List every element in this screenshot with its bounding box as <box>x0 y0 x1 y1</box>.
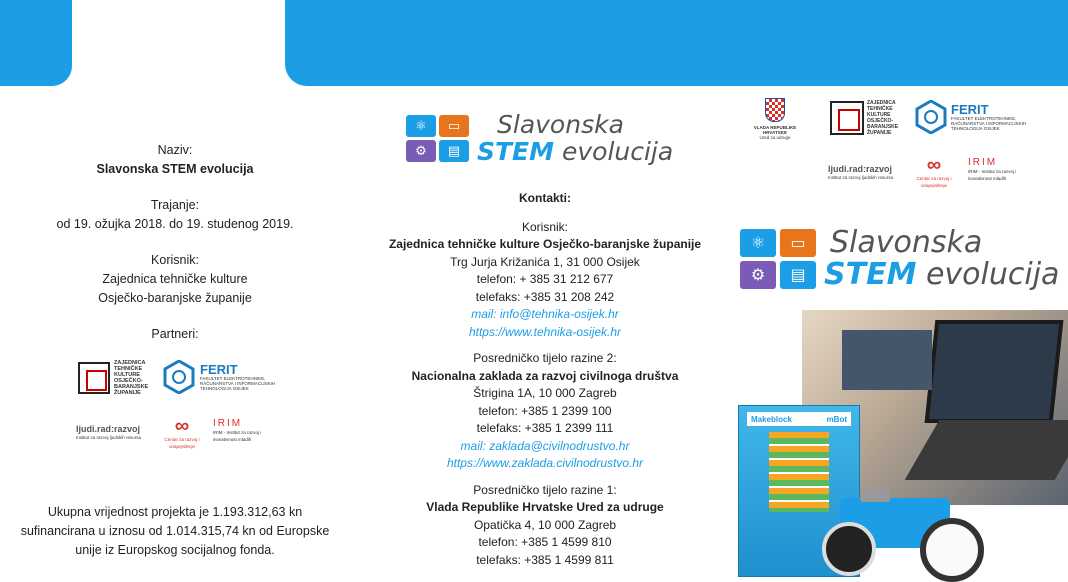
c2-name: Nacionalna zaklada za razvoj civilnoga društva <box>411 368 679 383</box>
monitor-icon: ▭ <box>439 115 469 137</box>
centar-infinity-icon: ∞ <box>174 415 190 437</box>
coat-of-arms-icon <box>765 98 785 122</box>
book-icon: ▤ <box>439 140 469 162</box>
robot-wheel-icon <box>920 518 984 582</box>
stem-logo-large <box>740 225 1060 292</box>
c2-label: Posredničko tijelo razine 2: <box>473 351 617 365</box>
c2-fax: telefaks: +385 1 2399 111 <box>476 421 614 435</box>
box-brand: Makeblock <box>751 414 792 424</box>
stem-wordmark: Slavonska STEM evolucija <box>477 110 674 166</box>
stem-logo-tiles <box>406 115 469 162</box>
logo-ferit-right: FERIT FAKULTET ELEKTROTEHNIKE, RAČUNARSTVA I INFORMACIJSKIH TEHNOLOGIJA OSIJEK <box>914 100 1051 134</box>
laptop-keyboard <box>905 420 1068 480</box>
stem-wordmark-large: Slavonska STEM evolucija <box>824 225 1060 292</box>
logo-ljudi-right: ljudi.rad:razvoj Institut za razvoj ljudskih resursa <box>828 164 894 180</box>
atom-icon-large: ⚛ <box>740 229 776 257</box>
c3-label: Posredničko tijelo razine 1: <box>473 482 617 497</box>
ferit-hex-icon <box>162 360 196 394</box>
project-name: Slavonska STEM evolucija <box>96 162 254 176</box>
value-line1: Ukupna vrijednost projekta je 1.193.312,63 kn <box>47 505 303 519</box>
partner-logo-irim: IRIM IRIM - Institut za razvoj i inovativnost mladih <box>213 418 262 442</box>
header-band-right <box>285 0 1068 86</box>
c3-address: Opatička 4, 10 000 Zagreb <box>473 517 617 532</box>
korisnik-label: Korisnik: <box>151 253 199 267</box>
c3-fax: telefaks: +385 1 4599 811 <box>476 552 614 567</box>
stem-logo-large-tiles <box>740 229 816 289</box>
c1-label: Korisnik: <box>521 219 568 234</box>
naziv-label: Naziv: <box>157 143 193 157</box>
contacts-title: Kontakti: <box>519 191 571 205</box>
laptop-screen <box>925 320 1064 423</box>
logo-ztk-right: ZAJEDNICA TEHNIČKE KULTURE OSJEČKO-BARANJSKE ŽUPANIJE <box>830 100 903 136</box>
c2-web-link[interactable]: https://www.zaklada.civilnodrustvo.hr <box>446 456 644 470</box>
duration: od 19. ožujka 2018. do 19. studenog 2019. <box>56 217 294 231</box>
value-line3: unije iz Europskog socijalnog fonda. <box>75 543 275 557</box>
header-band-left <box>0 0 72 86</box>
c1-mail-link[interactable]: mail: info@tehnika-osijek.hr <box>471 307 619 321</box>
c2-mail-link[interactable]: mail: zaklada@civilnodrustvo.hr <box>460 438 630 453</box>
atom-icon: ⚛ <box>406 115 436 137</box>
logo-vlada: VLADA REPUBLIKE HRVATSKE Ured za udruge <box>742 98 808 140</box>
ferit-hex-icon-right <box>914 100 948 134</box>
c2-address: Štrigina 1A, 10 000 Zagreb <box>473 386 617 400</box>
monitor-icon-large: ▭ <box>780 229 816 257</box>
value-line2: sufinancirana u iznosu od 1.014.315,74 kn od Europske <box>20 524 330 538</box>
c1-phone: telefon: + 385 31 212 677 <box>476 272 614 286</box>
c3-name: Vlada Republike Hrvatske Ured za udruge <box>426 500 664 514</box>
c2-phone: telefon: +385 1 2399 100 <box>478 403 612 418</box>
partneri-label: Partneri: <box>151 327 199 341</box>
korisnik-line1: Zajednica tehničke kulture <box>102 272 248 286</box>
trajanje-label: Trajanje: <box>150 198 200 212</box>
book-icon-large: ▤ <box>780 261 816 289</box>
centar-infinity-icon-right: ∞ <box>926 154 942 176</box>
gears-icon-large: ⚙ <box>740 261 776 289</box>
partner-logo-ztk: ZAJEDNICA TEHNIČKE KULTURE OSJEČKO-BARANJSKE ŽUPANIJE <box>78 360 152 396</box>
partner-logo-centar: ∞ Centar za razvoj i unaprjeđenje <box>162 416 202 450</box>
logo-centar-right: ∞ Centar za razvoj i unaprjeđenje <box>914 155 954 189</box>
box-name: mBot <box>826 414 847 424</box>
partner-logo-ferit: FERIT FAKULTET ELEKTROTEHNIKE, RAČUNARSTVA I INFORMACIJSKIH TEHNOLOGIJA OSIJEK <box>162 360 290 394</box>
c1-name: Zajednica tehničke kulture Osječko-baranjske županije <box>388 237 702 251</box>
korisnik-line2: Osječko-baranjske županije <box>98 291 252 305</box>
partner-logo-ljudi: ljudi.rad:razvoj Institut za razvoj ljudskih resursa <box>76 424 142 440</box>
logo-irim-right: IRIM IRIM - Institut za razvoj i inovativnost mladih <box>968 157 1017 181</box>
c1-web-link[interactable]: https://www.tehnika-osijek.hr <box>468 324 622 339</box>
project-value <box>20 503 330 560</box>
monitor-back <box>842 330 932 390</box>
c1-address: Trg Jurja Križanića 1, 31 000 Osijek <box>450 254 640 269</box>
contacts-column <box>370 190 720 569</box>
project-info-column <box>20 141 330 344</box>
gears-icon: ⚙ <box>406 140 436 162</box>
stem-logo-main <box>406 112 673 164</box>
c3-phone: telefon: +385 1 4599 810 <box>478 535 612 549</box>
mbot-robot <box>820 488 980 580</box>
c1-fax: telefaks: +385 31 208 242 <box>475 289 615 304</box>
